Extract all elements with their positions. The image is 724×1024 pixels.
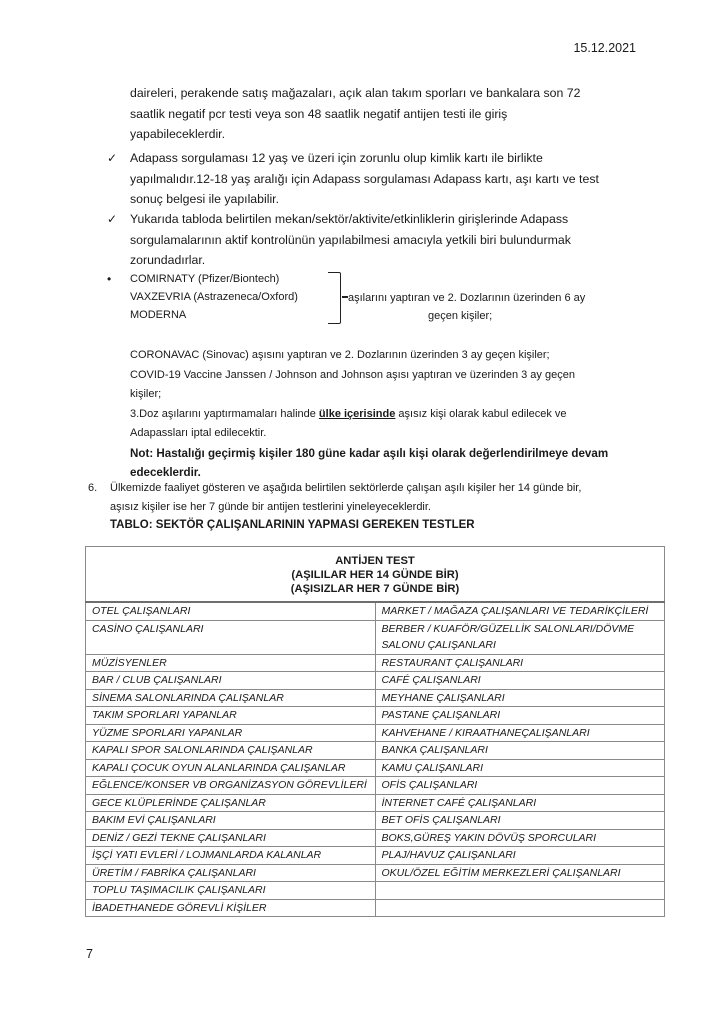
- vaccine-group: [107, 270, 660, 324]
- sector-cell-left: ÜRETİM / FABRİKA ÇALIŞANLARI: [86, 864, 376, 882]
- sector-cell-left: DENİZ / GEZİ TEKNE ÇALIŞANLARI: [86, 829, 376, 847]
- sector-cell-right: RESTAURANT ÇALIŞANLARI: [375, 654, 665, 672]
- check-item-line: sonuç belgesi ile yapılabilir.: [130, 192, 280, 206]
- third-dose-prefix: 3.Doz aşılarını yaptırmamaları halinde: [130, 407, 319, 420]
- sector-cell-right: [375, 899, 665, 917]
- sector-cell-left: BAKIM EVİ ÇALIŞANLARI: [86, 812, 376, 830]
- check-mark-icon: ✓: [107, 212, 118, 226]
- recovered-note-cont: edeceklerdir.: [130, 466, 201, 479]
- paragraph-line: daireleri, perakende satış mağazaları, açık alan takım sporları ve bankalara son 72: [130, 86, 581, 100]
- sector-cell-left: OTEL ÇALIŞANLARI: [86, 602, 376, 620]
- sector-cell-right: KAMU ÇALIŞANLARI: [375, 759, 665, 777]
- sector-cell-left: CASİNO ÇALIŞANLARI: [86, 620, 376, 654]
- check-item-adapass-control: [107, 209, 660, 271]
- check-item-line: sorgulamalarının aktif kontrolünün yapılabilmesi amacıyla yetkili biri bulundurmak: [130, 232, 571, 247]
- table-row: [86, 812, 665, 830]
- sector-cell-right: BOKS,GÜREŞ YAKIN DÖVÜŞ SPORCULARI: [375, 829, 665, 847]
- table-row: [86, 654, 665, 672]
- sector-cell-right: CAFÉ ÇALIŞANLARI: [375, 672, 665, 690]
- table-header-row: [86, 547, 665, 603]
- item-text: Ülkemizde faaliyet gösteren ve aşağıda belirtilen sektörlerde çalışan aşılı kişiler her 14 günde bir,: [110, 482, 582, 494]
- vaccine-group-description: aşılarını yaptıran ve 2. Dozlarının üzerinden 6 ay: [348, 292, 586, 304]
- table-row: [86, 707, 665, 725]
- sector-cell-left: İŞÇİ YATI EVLERİ / LOJMANLARDA KALANLAR: [86, 847, 376, 865]
- sector-cell-right: OFİS ÇALIŞANLARI: [375, 777, 665, 795]
- check-item-line: Yukarıda tabloda belirtilen mekan/sektör/aktivite/etkinliklerin girişlerinde Adapass: [130, 212, 569, 226]
- table-title: TABLO: SEKTÖR ÇALIŞANLARININ YAPMASI GEREKEN TESTLER: [110, 519, 475, 531]
- table-header: [86, 547, 665, 603]
- sector-cell-left: EĞLENCE/KONSER VB ORGANİZASYON GÖREVLİLERİ: [86, 777, 376, 795]
- third-dose-note-cont: Adapassları iptal edilecektir.: [130, 427, 267, 439]
- sector-cell-right: PASTANE ÇALIŞANLARI: [375, 707, 665, 725]
- table-row: [86, 759, 665, 777]
- document-date: 15.12.2021: [573, 41, 636, 55]
- vaccine-name: MODERNA: [130, 309, 187, 321]
- table-row: [86, 794, 665, 812]
- third-dose-suffix: aşısız kişi olarak kabul edilecek ve: [395, 407, 567, 420]
- right-brace-icon: [328, 272, 341, 324]
- table-row: [86, 829, 665, 847]
- sector-cell-left: SİNEMA SALONLARINDA ÇALIŞANLAR: [86, 689, 376, 707]
- sector-tests-table: [85, 546, 665, 917]
- table-row: [86, 724, 665, 742]
- sector-cell-right: BET OFİS ÇALIŞANLARI: [375, 812, 665, 830]
- sector-cell-left: TAKIM SPORLARI YAPANLAR: [86, 707, 376, 725]
- third-dose-emphasis: ülke içerisinde: [318, 407, 396, 420]
- header-line: (AŞISIZLAR HER 7 GÜNDE BİR): [290, 583, 460, 595]
- table-row: [86, 899, 665, 917]
- page-number: 7: [86, 947, 93, 961]
- table-row: [86, 847, 665, 865]
- janssen-note-cont: kişiler;: [130, 388, 162, 400]
- sector-cell-left: GECE KLÜPLERİNDE ÇALIŞANLAR: [86, 794, 376, 812]
- sector-cell-left: İBADETHANEDE GÖREVLİ KİŞİLER: [86, 899, 376, 917]
- vaccine-notes: [130, 346, 660, 483]
- header-line: (AŞILILAR HER 14 GÜNDE BİR): [291, 569, 459, 581]
- sector-cell-right: MARKET / MAĞAZA ÇALIŞANLARI VE TEDARİKÇİLERİ: [375, 602, 665, 620]
- numbered-item-6: [88, 479, 668, 535]
- item-number: 6.: [88, 482, 98, 494]
- table-row: [86, 742, 665, 760]
- vaccine-name: VAXZEVRIA (Astrazeneca/Oxford): [130, 291, 298, 303]
- check-item-line: zorundadırlar.: [130, 253, 206, 267]
- sector-cell-right: İNTERNET CAFÉ ÇALIŞANLARI: [375, 794, 665, 812]
- paragraph-line: yapabileceklerdir.: [130, 127, 226, 141]
- check-item-line: Adapass sorgulaması 12 yaş ve üzeri için zorunlu olup kimlik kartı ile birlikte: [130, 151, 543, 165]
- sector-cell-right: BERBER / KUAFÖR/GÜZELLİK SALONLARI/DÖVME SALONU ÇALIŞANLARI: [375, 620, 665, 654]
- check-item-adapass-age: [107, 148, 660, 210]
- sector-cell-right: PLAJ/HAVUZ ÇALIŞANLARI: [375, 847, 665, 865]
- sector-cell-left: TOPLU TAŞIMACILIK ÇALIŞANLARI: [86, 882, 376, 900]
- table-body: [86, 602, 665, 917]
- continuation-paragraph: [130, 83, 650, 145]
- sector-cell-left: BAR / CLUB ÇALIŞANLARI: [86, 672, 376, 690]
- janssen-note: COVID-19 Vaccine Janssen / Johnson and Johnson aşısı yaptıran ve üzerinden 3 ay geçen: [130, 368, 575, 381]
- check-mark-icon: ✓: [107, 151, 118, 165]
- sector-cell-right: MEYHANE ÇALIŞANLARI: [375, 689, 665, 707]
- sector-cell-left: YÜZME SPORLARI YAPANLAR: [86, 724, 376, 742]
- sector-cell-left: KAPALI ÇOCUK OYUN ALANLARINDA ÇALIŞANLAR: [86, 759, 376, 777]
- table-row: [86, 777, 665, 795]
- third-dose-note: [130, 405, 660, 425]
- check-item-line: yapılmalıdır.12-18 yaş aralığı için Adapass sorgulaması Adapass kartı, aşı kartı ve test: [130, 171, 599, 186]
- sector-cell-left: MÜZİSYENLER: [86, 654, 376, 672]
- table-row: [86, 672, 665, 690]
- table-row: [86, 620, 665, 654]
- sector-cell-right: OKUL/ÖZEL EĞİTİM MERKEZLERİ ÇALIŞANLARI: [375, 864, 665, 882]
- table-row: [86, 602, 665, 620]
- paragraph-line: saatlik negatif pcr testi veya son 48 saatlik negatif antijen testi ile giriş: [130, 106, 508, 121]
- vaccine-group-description-cont: geçen kişiler;: [428, 310, 493, 322]
- header-line: ANTİJEN TEST: [335, 555, 415, 567]
- vaccine-name: COMIRNATY (Pfizer/Biontech): [130, 273, 280, 285]
- sector-cell-right: KAHVEHANE / KIRAATHANEÇALIŞANLARI: [375, 724, 665, 742]
- sector-cell-right: [375, 882, 665, 900]
- bullet-icon: •: [107, 272, 112, 286]
- sector-cell-left: KAPALI SPOR SALONLARINDA ÇALIŞANLAR: [86, 742, 376, 760]
- item-text-cont: aşısız kişiler ise her 7 günde bir antijen testlerini yineleyeceklerdir.: [110, 500, 431, 513]
- table-row: [86, 882, 665, 900]
- table-row: [86, 864, 665, 882]
- recovered-note: Not: Hastalığı geçirmiş kişiler 180 güne kadar aşılı kişi olarak değerlendirilmeye devam: [130, 446, 609, 460]
- table-row: [86, 689, 665, 707]
- coronavac-note: CORONAVAC (Sinovac) aşısını yaptıran ve 2. Dozlarının üzerinden 3 ay geçen kişiler;: [130, 349, 550, 361]
- sector-cell-right: BANKA ÇALIŞANLARI: [375, 742, 665, 760]
